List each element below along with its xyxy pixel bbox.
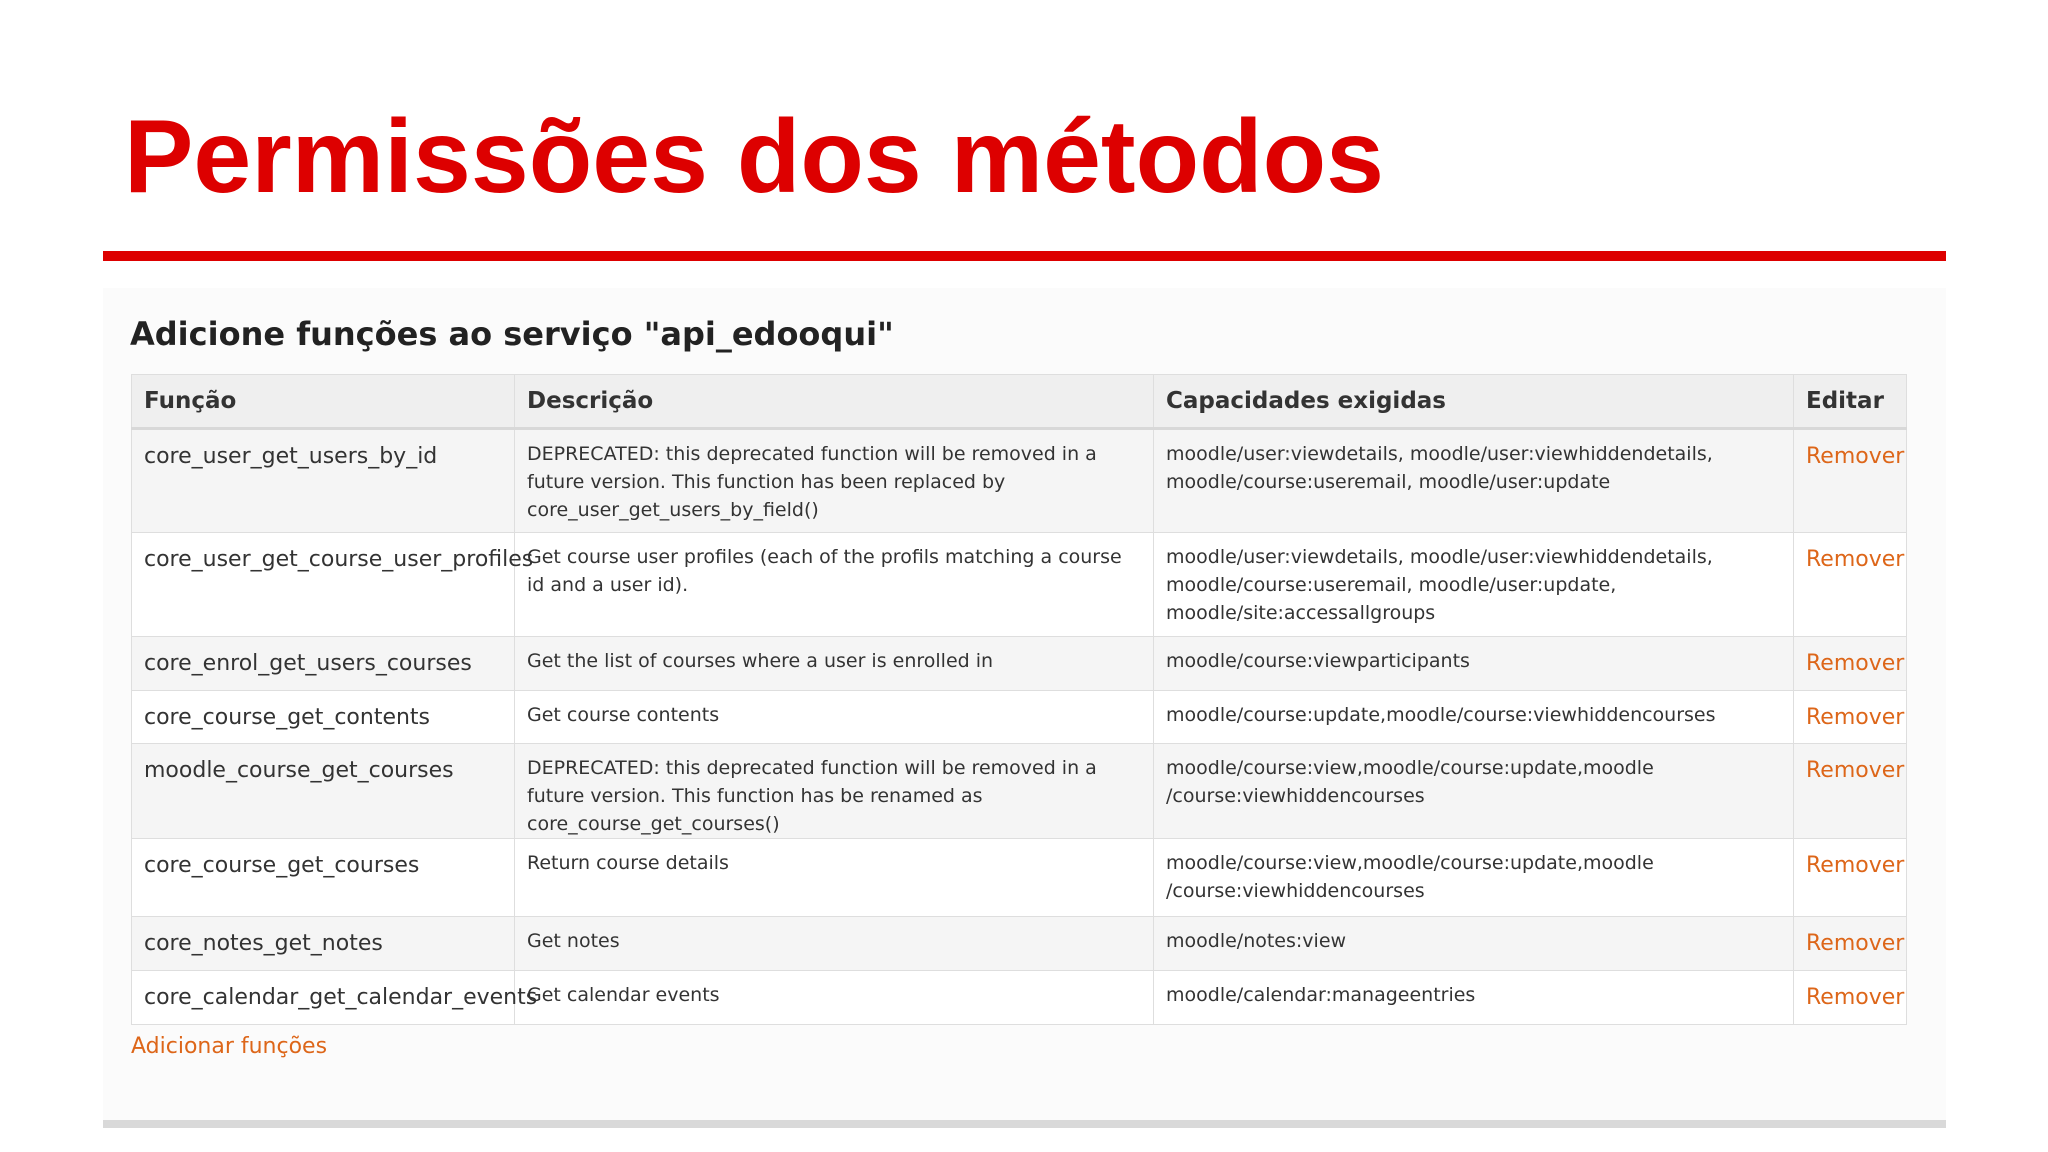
functions-table	[131, 374, 1907, 1025]
title-divider	[103, 251, 1946, 261]
required-capabilities: moodle/course:view,moodle/course:update,moodle /course:viewhiddencourses	[1154, 744, 1794, 839]
remove-button[interactable]: Remover	[1806, 444, 1905, 469]
required-capabilities: moodle/calendar:manageentries	[1154, 971, 1794, 1025]
column-header-function: Função	[132, 375, 515, 429]
function-description: Get course contents	[515, 691, 1154, 744]
function-name: core_enrol_get_users_courses	[132, 637, 515, 691]
table-row	[132, 971, 1907, 1025]
remove-button[interactable]: Remover	[1806, 853, 1905, 878]
function-description: Get the list of courses where a user is enrolled in	[515, 637, 1154, 691]
function-name: core_user_get_course_user_profiles	[132, 533, 515, 637]
function-description: Return course details	[515, 839, 1154, 917]
table-row	[132, 744, 1907, 839]
required-capabilities: moodle/course:view,moodle/course:update,moodle /course:viewhiddencourses	[1154, 839, 1794, 917]
table-row	[132, 429, 1907, 533]
table-header-row	[132, 375, 1907, 429]
table-row	[132, 917, 1907, 971]
required-capabilities: moodle/course:update,moodle/course:viewhiddencourses	[1154, 691, 1794, 744]
function-name: moodle_course_get_courses	[132, 744, 515, 839]
function-name: core_course_get_contents	[132, 691, 515, 744]
required-capabilities: moodle/notes:view	[1154, 917, 1794, 971]
column-header-edit: Editar	[1794, 375, 1907, 429]
function-description: Get course user profiles (each of the profils matching a course id and a user id).	[515, 533, 1154, 637]
table-row	[132, 637, 1907, 691]
moodle-screenshot	[103, 288, 1946, 1126]
slide-title: Permissões dos métodos	[124, 99, 1384, 215]
function-description: DEPRECATED: this deprecated function will be removed in a future version. This function has be renamed as core_course_get_courses()	[515, 744, 1154, 839]
remove-button[interactable]: Remover	[1806, 705, 1905, 730]
required-capabilities: moodle/user:viewdetails, moodle/user:viewhiddendetails, moodle/course:useremail, moodle/user:update, moodle/site:accessallgroups	[1154, 533, 1794, 637]
table-row	[132, 839, 1907, 917]
required-capabilities: moodle/course:viewparticipants	[1154, 637, 1794, 691]
remove-button[interactable]: Remover	[1806, 758, 1905, 783]
remove-button[interactable]: Remover	[1806, 931, 1905, 956]
remove-button[interactable]: Remover	[1806, 547, 1905, 572]
function-description: Get calendar events	[515, 971, 1154, 1025]
bottom-divider	[103, 1120, 1946, 1128]
column-header-description: Descrição	[515, 375, 1154, 429]
table-row	[132, 533, 1907, 637]
required-capabilities: moodle/user:viewdetails, moodle/user:viewhiddendetails, moodle/course:useremail, moodle/user:update	[1154, 429, 1794, 533]
function-name: core_calendar_get_calendar_events	[132, 971, 515, 1025]
remove-button[interactable]: Remover	[1806, 651, 1905, 676]
function-name: core_course_get_courses	[132, 839, 515, 917]
function-name: core_notes_get_notes	[132, 917, 515, 971]
function-description: DEPRECATED: this deprecated function will be removed in a future version. This function has been replaced by core_user_get_users_by_field()	[515, 429, 1154, 533]
add-functions-link[interactable]: Adicionar funções	[131, 1034, 328, 1059]
remove-button[interactable]: Remover	[1806, 985, 1905, 1010]
function-name: core_user_get_users_by_id	[132, 429, 515, 533]
page-heading: Adicione funções ao serviço "api_edooqui"	[130, 315, 894, 353]
table-row	[132, 691, 1907, 744]
function-description: Get notes	[515, 917, 1154, 971]
column-header-capabilities: Capacidades exigidas	[1154, 375, 1794, 429]
